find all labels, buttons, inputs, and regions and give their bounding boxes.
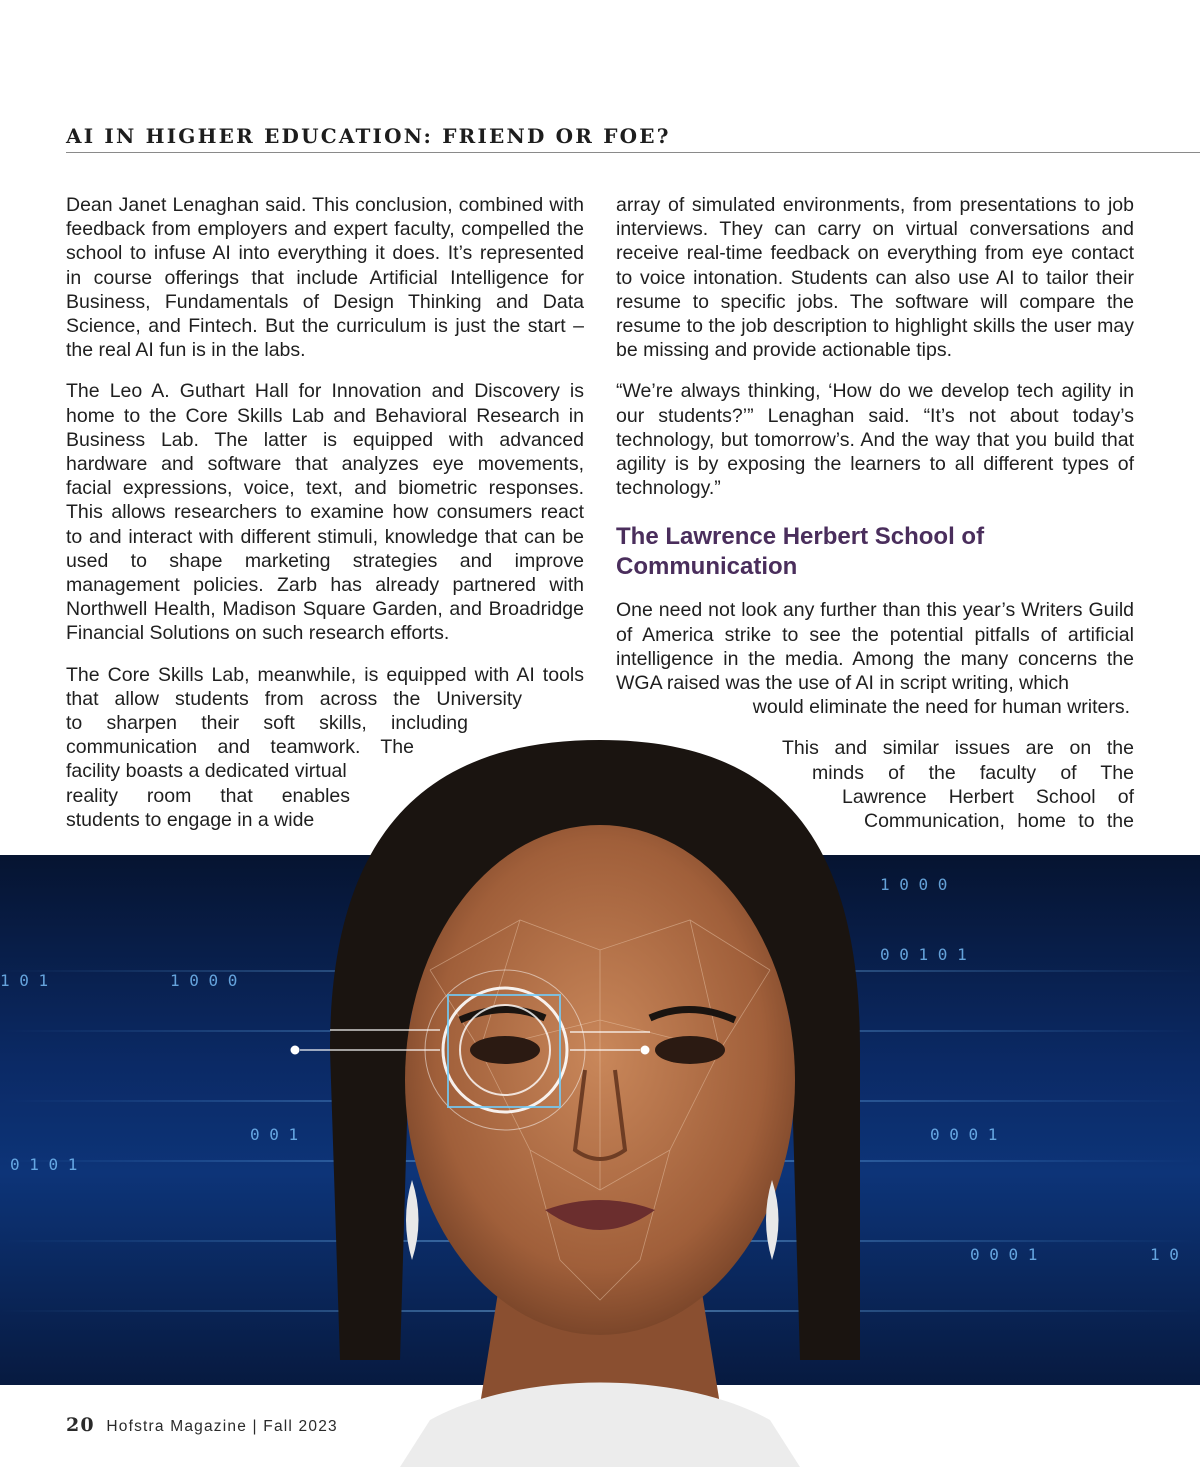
binary-text: 1 0 0 0 xyxy=(170,971,238,990)
text-line: to sharpen their soft skills, including xyxy=(66,712,468,735)
paragraph xyxy=(616,598,1134,695)
right-eye xyxy=(655,1036,725,1064)
text-line: communication and teamwork. The xyxy=(66,736,414,759)
left-column xyxy=(66,193,584,832)
binary-text: 0 1 0 1 xyxy=(10,1155,78,1174)
text-line: minds of the faculty of The xyxy=(812,761,1134,784)
text-line: Lawrence Herbert School of xyxy=(842,785,1134,808)
binary-text: 1 0 0 0 xyxy=(880,875,948,894)
right-column xyxy=(616,193,1134,833)
text-line: reality room that enables xyxy=(66,784,350,807)
binary-text: 0 0 1 0 1 xyxy=(880,945,967,964)
text-line: This and similar issues are on the xyxy=(782,737,1134,760)
binary-text: 0 0 0 1 xyxy=(930,1125,998,1144)
paragraph-body: One need not look any further than this year’s Writers Guild of America strike to see the potential pitfalls of artificial intelligence in the media. Among the many concerns the WGA raised was the use of AI in script writing, which xyxy=(616,599,1134,695)
text-line: The Core Skills Lab, meanwhile, is equipped with AI tools xyxy=(66,663,584,686)
publication-name: Hofstra Magazine | Fall 2023 xyxy=(106,1418,338,1435)
left-eye xyxy=(470,1036,540,1064)
binary-text: 1 0 1 xyxy=(0,971,49,990)
paragraph-wrapped xyxy=(616,736,1134,833)
section-heading: The Lawrence Herbert School of Communication xyxy=(616,523,985,581)
header-title: AI IN HIGHER EDUCATION: FRIEND OR FOE? xyxy=(66,124,671,148)
paragraph: The Leo A. Guthart Hall for Innovation and Discovery is home to the Core Skills Lab and Behavioral Research in Business Lab. The latter is equipped with advanced hardware and software that analyzes eye movements, facial expressions, voice, text, and biometric responses. This allows researchers to examine how consumers react to and interact with different stimuli, knowledge that can be used to shape marketing strategies and improve management policies. Zarb has already partnered with Northwell Health, Madison Square Garden, and Broadridge Financial Solutions on such research efforts. xyxy=(66,380,584,645)
binary-text: 0 0 1 xyxy=(250,1125,299,1144)
shirt xyxy=(400,1383,800,1467)
paragraph-last-line: would eliminate the need for human writers. xyxy=(752,696,1130,719)
left-earring xyxy=(406,1180,419,1260)
text-line: students to engage in a wide xyxy=(66,808,315,831)
binary-text: 1 0 xyxy=(1150,1245,1179,1264)
running-header xyxy=(66,124,1200,153)
page-number: 20 xyxy=(66,1414,95,1436)
text-line: Communication, home to the xyxy=(864,810,1134,833)
paragraph: array of simulated environments, from presentations to job interviews. They can carry on virtual conversations and receive real-time feedback on everything from eye contact to voice intonation. Students can also use AI to tailor their resume to specific jobs. The software will compare the resume to the job description to highlight skills the user may be missing and provide actionable tips. xyxy=(616,194,1134,362)
paragraph-wrapped xyxy=(66,663,584,832)
paragraph: Dean Janet Lenaghan said. This conclusion, combined with feedback from employers and expert faculty, compelled the school to infuse AI into everything it does. It’s represented in course offerings that include Artificial Intelligence for Business, Fundamentals of Design Thinking and Data Science, and Fintech. But the curriculum is just the start – the real AI fun is in the labs. xyxy=(66,194,584,362)
paragraph: “We’re always thinking, ‘How do we develop tech agility in our students?’” Lenaghan said. “It’s not about today’s technology, but tomorrow’s. And the way that you build that agility is by exposing the learners to all different types of technology.” xyxy=(616,380,1134,500)
page-footer xyxy=(66,1414,338,1436)
text-line: that allow students from across the University xyxy=(66,687,522,710)
binary-text: 0 0 0 1 xyxy=(970,1245,1038,1264)
text-line: facility boasts a dedicated virtual xyxy=(66,760,347,783)
